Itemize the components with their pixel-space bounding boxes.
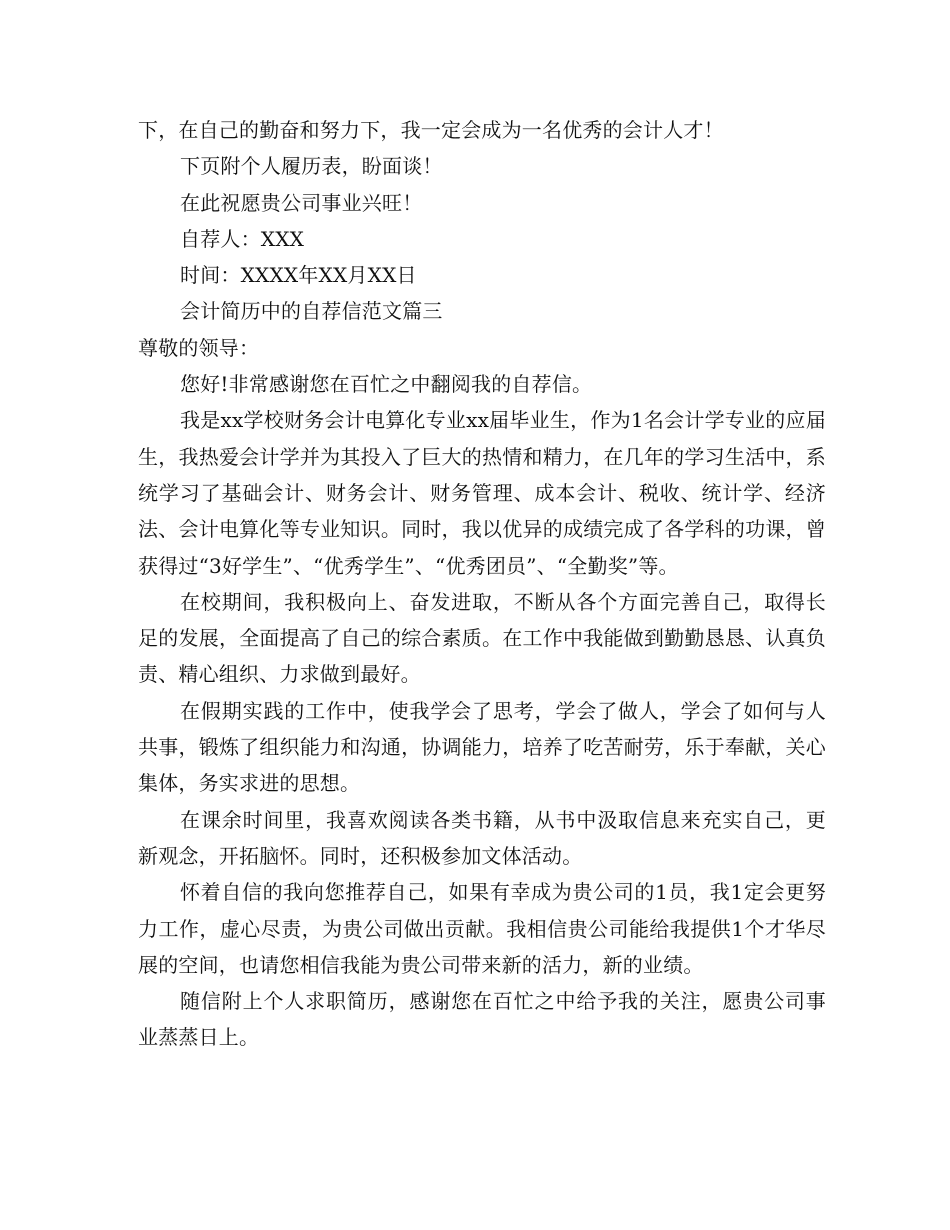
paragraph-spare-time: 在课余时间里，我喜欢阅读各类书籍，从书中汲取信息来充实自己，更新观念，开拓脑怀。同时，还积极参加文体活动。 [138, 807, 826, 868]
paragraph-internship: 在假期实践的工作中，使我学会了思考，学会了做人，学会了如何与人共事，锻炼了组织能力和沟通，协调能力，培养了吃苦耐劳，乐于奉献，关心集体，务实求进的思想。 [138, 698, 826, 796]
paragraph-greeting: 您好!非常感谢您在百忙之中翻阅我的自荐信。 [180, 372, 593, 397]
salutation: 尊敬的领导： [138, 335, 260, 360]
attachment-note: 下页附个人履历表，盼面谈！ [180, 154, 443, 179]
section-title: 会计简历中的自荐信范文篇三 [180, 299, 443, 324]
signature-line: 自荐人：XXX [180, 226, 305, 251]
continued-line: 下，在自己的勤奋和努力下，我一定会成为一名优秀的会计人才！ [138, 118, 724, 142]
document-page [138, 112, 826, 1056]
paragraph-recommendation: 怀着自信的我向您推荐自己，如果有幸成为贵公司的1员，我1定会更努力工作，虚心尽责，为贵公司做出贡献。我相信贵公司能给我提供1个才华尽展的空间，也请您相信我能为贵公司带来新的活力，新的业绩。 [138, 880, 826, 977]
paragraph-education: 我是xx学校财务会计电算化专业xx届毕业生，作为1名会计学专业的应届生，我热爱会计学并为其投入了巨大的热情和精力，在几年的学习生活中，系统学习了基础会计、财务会计、财务管理、成本会计、税收、统计学、经济法、会计电算化等专业知识。同时，我以优异的成绩完成了各学科的功课，曾获得过“3好学生”、“优秀学生”、“优秀团员”、“全勤奖”等。 [138, 408, 826, 578]
date-line: 时间：XXXX年XX月XX日 [180, 263, 417, 288]
paragraph-closing: 随信附上个人求职简历，感谢您在百忙之中给予我的关注，愿贵公司事业蒸蒸日上。 [138, 989, 826, 1050]
closing-wish: 在此祝愿贵公司事业兴旺！ [180, 190, 423, 215]
paragraph-school-period: 在校期间，我积极向上、奋发进取，不断从各个方面完善自己，取得长足的发展，全面提高了自己的综合素质。在工作中我能做到勤勤恳恳、认真负责、精心组织、力求做到最好。 [138, 589, 826, 687]
